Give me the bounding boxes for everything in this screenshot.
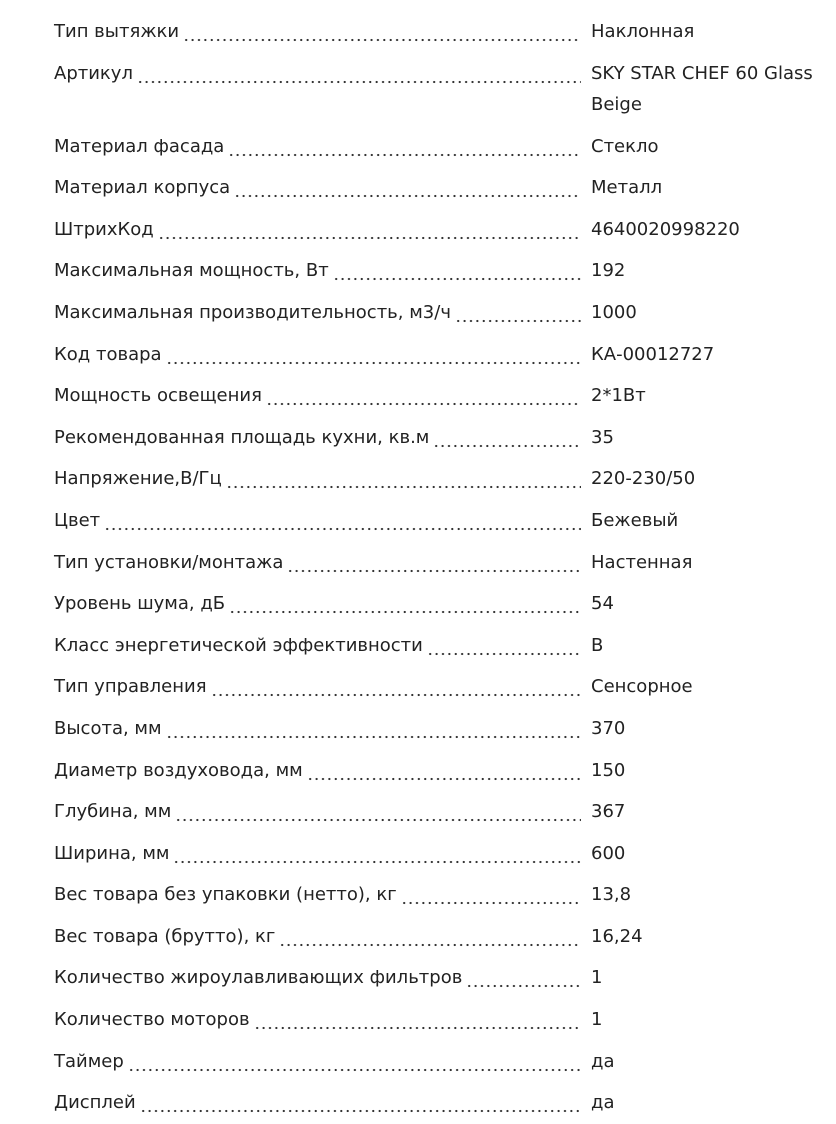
dot-leader (173, 833, 581, 875)
spec-value: да (591, 1050, 615, 1072)
spec-value: КА-00012727 (591, 343, 715, 365)
spec-value: 2*1Вт (591, 385, 646, 407)
dot-leader (287, 542, 581, 584)
dot-leader (427, 625, 581, 667)
dot-leader (266, 375, 581, 417)
spec-label: Ширина, мм (54, 842, 170, 864)
spec-label: Материал фасада (54, 135, 225, 157)
spec-row-gross-weight (54, 916, 836, 958)
dot-leader (234, 167, 581, 209)
spec-label: Код товара (54, 343, 162, 365)
spec-value: 370 (591, 717, 626, 739)
spec-row-noise-level (54, 583, 836, 625)
spec-value: 367 (591, 801, 626, 823)
dot-leader (401, 874, 581, 916)
spec-label: Мощность освещения (54, 385, 262, 407)
spec-value: Металл (591, 177, 663, 199)
spec-label: Класс энергетической эффективности (54, 634, 423, 656)
spec-row-motors (54, 999, 836, 1041)
spec-value: 220-230/50 (591, 468, 696, 490)
spec-label: Высота, мм (54, 717, 162, 739)
spec-list (54, 11, 836, 1124)
dot-leader (279, 916, 581, 958)
dot-leader (455, 292, 581, 334)
dot-leader (254, 999, 581, 1041)
spec-value: 192 (591, 260, 626, 282)
dot-leader (183, 11, 581, 53)
spec-label: Дисплей (54, 1092, 136, 1114)
spec-value: 54 (591, 593, 614, 615)
dot-leader (140, 1082, 581, 1124)
dot-leader (137, 53, 581, 95)
spec-row-light-power (54, 375, 836, 417)
spec-row-control-type (54, 666, 836, 708)
spec-value: Стекло (591, 135, 659, 157)
dot-leader (166, 334, 581, 376)
spec-row-display (54, 1082, 836, 1124)
spec-value: B (591, 634, 604, 656)
dot-leader (128, 1041, 581, 1083)
dot-leader (211, 666, 581, 708)
spec-value: Бежевый (591, 509, 679, 531)
spec-row-kitchen-area (54, 417, 836, 459)
spec-row-facade-material (54, 126, 836, 168)
spec-value: 1 (591, 967, 603, 989)
spec-row-voltage (54, 458, 836, 500)
spec-value: SKY STAR CHEF 60 Glass Beige (591, 62, 813, 116)
spec-label: Тип установки/монтажа (54, 551, 284, 573)
spec-label: Глубина, мм (54, 801, 172, 823)
spec-row-body-material (54, 167, 836, 209)
spec-value: 13,8 (591, 884, 632, 906)
spec-label: Вес товара без упаковки (нетто), кг (54, 884, 397, 906)
spec-value: 1000 (591, 301, 637, 323)
spec-label: Тип вытяжки (54, 21, 180, 42)
spec-value: да (591, 1092, 615, 1114)
spec-row-height (54, 708, 836, 750)
dot-leader (307, 750, 581, 792)
spec-label: Максимальная мощность, Вт (54, 260, 329, 282)
spec-row-max-capacity (54, 292, 836, 334)
spec-value: 150 (591, 759, 626, 781)
spec-value: Наклонная (591, 21, 695, 42)
dot-leader (433, 417, 581, 459)
dot-leader (333, 250, 581, 292)
dot-leader (466, 957, 581, 999)
spec-value: 16,24 (591, 925, 643, 947)
dot-leader (104, 500, 581, 542)
spec-label: Количество жироулавливающих фильтров (54, 967, 463, 989)
dot-leader (175, 791, 581, 833)
spec-value: 4640020998220 (591, 218, 740, 240)
spec-label: Рекомендованная площадь кухни, кв.м (54, 426, 430, 448)
dot-leader (166, 708, 581, 750)
spec-label: Цвет (54, 509, 101, 531)
spec-row-color (54, 500, 836, 542)
spec-label: Напряжение,В/Гц (54, 468, 222, 490)
spec-label: Вес товара (брутто), кг (54, 925, 276, 947)
spec-row-depth (54, 791, 836, 833)
spec-label: Максимальная производительность, м3/ч (54, 301, 451, 323)
spec-label: Тип управления (54, 676, 207, 698)
spec-row-net-weight (54, 874, 836, 916)
spec-row-duct-diameter (54, 750, 836, 792)
spec-label: Артикул (54, 62, 133, 84)
spec-row-article (54, 53, 836, 126)
spec-label: Уровень шума, дБ (54, 593, 226, 615)
spec-value: Настенная (591, 551, 693, 573)
spec-row-energy-class (54, 625, 836, 667)
spec-label: Материал корпуса (54, 177, 231, 199)
spec-row-hood-type (54, 11, 836, 53)
spec-value: 600 (591, 842, 626, 864)
spec-label: Таймер (54, 1050, 124, 1072)
spec-label: ШтрихКод (54, 218, 154, 240)
dot-leader (158, 209, 581, 251)
spec-value: Сенсорное (591, 676, 693, 698)
dot-leader (226, 458, 581, 500)
spec-value: 35 (591, 426, 614, 448)
spec-row-product-code (54, 334, 836, 376)
spec-value: 1 (591, 1009, 603, 1031)
spec-row-timer (54, 1041, 836, 1083)
spec-label: Диаметр воздуховода, мм (54, 759, 303, 781)
spec-row-mounting-type (54, 542, 836, 584)
spec-row-max-power (54, 250, 836, 292)
spec-row-grease-filters (54, 957, 836, 999)
dot-leader (228, 126, 581, 168)
dot-leader (229, 583, 581, 625)
spec-row-width (54, 833, 836, 875)
spec-row-barcode (54, 209, 836, 251)
spec-label: Количество моторов (54, 1009, 250, 1031)
